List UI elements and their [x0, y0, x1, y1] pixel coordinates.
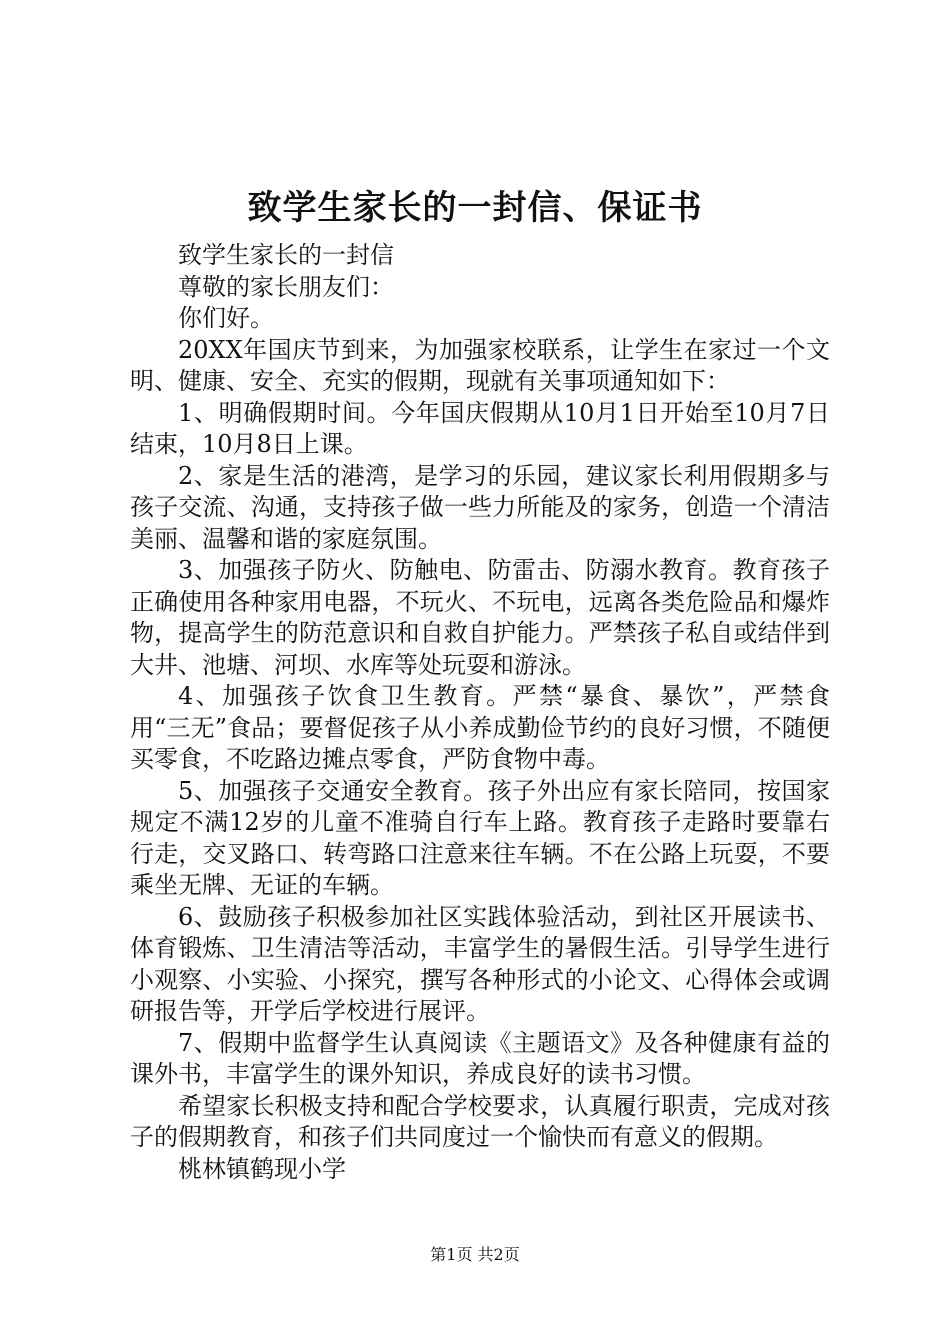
letter-salutation: 尊敬的家长朋友们：: [178, 272, 394, 301]
notice-item-2: 2、家是生活的港湾，是学习的乐园，建议家长利用假期多与孩子交流、沟通，支持孩子做一些力所能及的家务，创造一个清洁美丽、温馨和谐的家庭氛围。: [130, 461, 830, 553]
document-body: [130, 240, 830, 1185]
letter-intro-paragraph: 20XX年国庆节到来，为加强家校联系，让学生在家过一个文明、健康、安全、充实的假期，现就有关事项通知如下：: [130, 335, 830, 395]
letter-closing-paragraph: 希望家长积极支持和配合学校要求，认真履行职责，完成对孩子的假期教育，和孩子们共同度过一个愉快而有意义的假期。: [130, 1091, 830, 1151]
document-title: 致学生家长的一封信、保证书: [247, 188, 703, 228]
letter-signature: 桃林镇鹤现小学: [178, 1154, 346, 1183]
notice-item-7: 7、假期中监督学生认真阅读《主题语文》及各种健康有益的课外书，丰富学生的课外知识，养成良好的读书习惯。: [130, 1028, 830, 1088]
letter-greeting: 你们好。: [178, 304, 274, 332]
notice-item-6: 6、鼓励孩子积极参加社区实践体验活动，到社区开展读书、体育锻炼、卫生清洁等活动，丰富学生的暑假生活。引导学生进行小观察、小实验、小探究，撰写各种形式的小论文、心得体会或调研报告等，开学后学校进行展评。: [130, 902, 830, 1025]
letter-heading: 致学生家长的一封信: [178, 241, 394, 269]
notice-item-4: 4、加强孩子饮食卫生教育。严禁“暴食、暴饮”，严禁食用“三无”食品；要督促孩子从小养成勤俭节约的良好习惯，不随便买零食，不吃路边摊点零食，严防食物中毒。: [130, 682, 830, 773]
page-number-footer: 第1页 共2页: [430, 1245, 520, 1264]
notice-item-1: 1、明确假期时间。今年国庆假期从10月1日开始至10月7日结束，10月8日上课。: [130, 398, 830, 458]
notice-item-5: 5、加强孩子交通安全教育。孩子外出应有家长陪同，按国家规定不满12岁的儿童不准骑自行车上路。教育孩子走路时要靠右行走，交叉路口、转弯路口注意来往车辆。不在公路上玩耍，不要乘坐无牌、无证的车辆。: [130, 776, 830, 899]
notice-item-3: 3、加强孩子防火、防触电、防雷击、防溺水教育。教育孩子正确使用各种家用电器，不玩火、不玩电，远离各类危险品和爆炸物，提高学生的防范意识和自救自护能力。严禁孩子私自或结伴到大井、池塘、河坝、水库等处玩耍和游泳。: [130, 556, 830, 679]
